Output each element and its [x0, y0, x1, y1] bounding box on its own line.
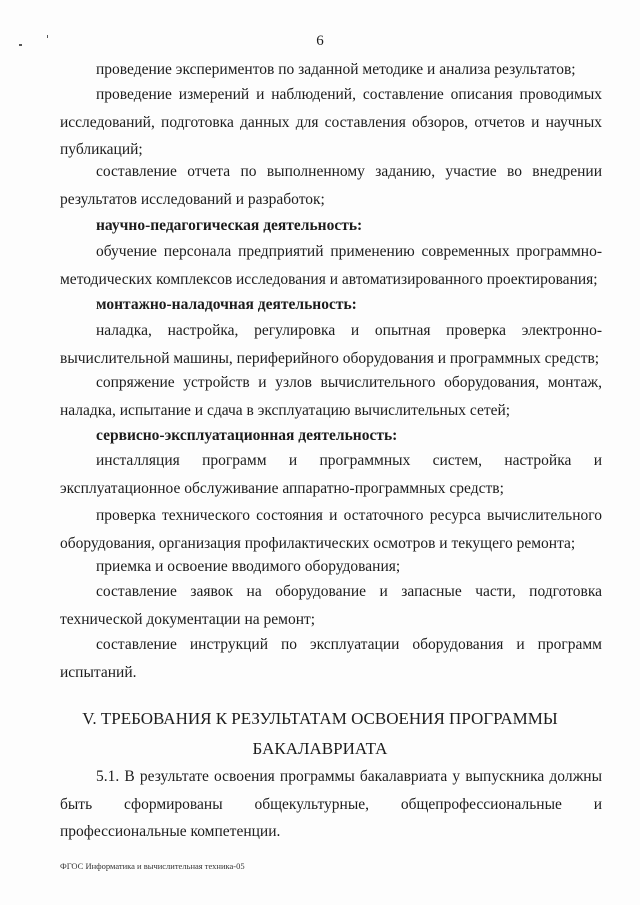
paragraph-software-install: инсталляция программ и программных систем, настройка и эксплуатационное обслуживание аппаратно-программных средств; [60, 452, 602, 497]
paragraph-section-5-1: 5.1. В результате освоения программы бакалавриата у выпускника должны быть сформированы общекультурные, общепрофессиональные и профессиональные компетенции. [60, 768, 602, 840]
paragraph-report: составление отчета по выполненному заданию, участие во внедрении результатов исследований и разработок; [60, 163, 602, 208]
paragraph-requests: составление заявок на оборудование и запасные части, подготовка технической документации на ремонт; [60, 583, 602, 628]
paragraph-instructions: составление инструкций по эксплуатации оборудования и программ испытаний. [60, 636, 602, 681]
paragraph-interfacing: сопряжение устройств и узлов вычислительного оборудования, монтаж, наладка, испытание и сдача в эксплуатацию вычислительных сетей; [60, 374, 602, 419]
heading-service-operation: сервисно-эксплуатационная деятельность: [96, 427, 398, 444]
paragraph-measurements: проведение измерений и наблюдений, составление описания проводимых исследований, подготовка данных для составления обзоров, отчетов и научных публикаций; [60, 86, 602, 158]
paragraph-adjustment: наладка, настройка, регулировка и опытная проверка электронно-вычислительной машины, периферийного оборудования и программных средств; [60, 322, 602, 367]
page-footer: ФГОС Информатика и вычислительная техника-05 [60, 861, 245, 871]
heading-scientific-pedagogical: научно-педагогическая деятельность: [96, 217, 363, 234]
paragraph-experiments: проведение экспериментов по заданной методике и анализа результатов; [96, 61, 576, 78]
heading-installation-setup: монтажно-наладочная деятельность: [96, 296, 357, 313]
section-heading-line1: V. ТРЕБОВАНИЯ К РЕЗУЛЬТАТАМ ОСВОЕНИЯ ПРОГРАММЫ [82, 709, 558, 728]
section-heading-line2: БАКАЛАВРИАТА [252, 739, 388, 758]
paragraph-staff-training: обучение персонала предприятий применению современных программно-методических комплексов исследования и автоматизированного проектирования; [60, 243, 602, 288]
paragraph-acceptance: приемка и освоение вводимого оборудования; [96, 558, 401, 575]
paragraph-technical-check: проверка технического состояния и остаточного ресурса вычислительного оборудования, организация профилактических осмотров и текущего ремонта; [60, 507, 602, 552]
page-number: 6 [316, 33, 324, 49]
